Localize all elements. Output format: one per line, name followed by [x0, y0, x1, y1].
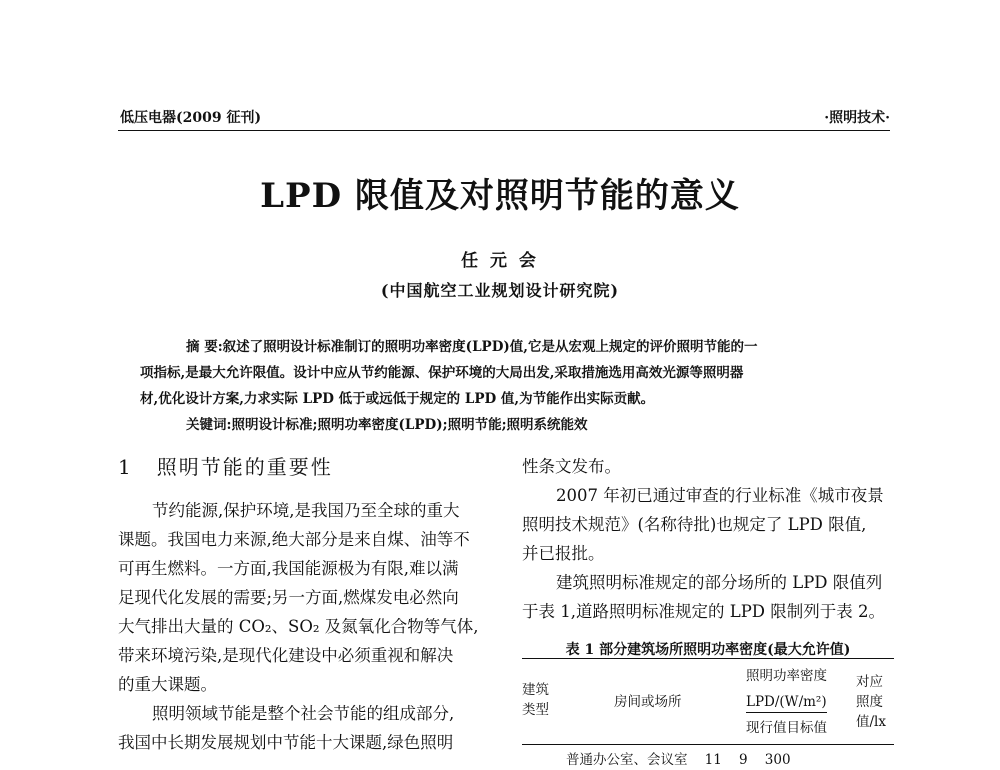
body-paragraphs — [522, 452, 894, 626]
table-header-lpd-unit: LPD/(W/m²) — [746, 692, 827, 713]
text-line: 于表 1,道路照明标准规定的 LPD 限制列于表 2。 — [522, 602, 886, 621]
text-line: 照明技术规范》(名称待批)也规定了 LPD 限值, — [522, 515, 867, 534]
running-header-section: ·照明技术· — [824, 110, 890, 126]
text-line: 的重大课题。 — [118, 675, 217, 694]
section-heading — [118, 452, 490, 482]
text-line: 2007 年初已通过审查的行业标准《城市夜景 — [556, 486, 884, 505]
text-line: 课题。我国电力来源,绝大部分是来自煤、油等不 — [118, 530, 470, 549]
text-line: 可再生燃料。一方面,我国能源极为有限,难以满 — [118, 559, 459, 578]
table-rule-mid — [522, 744, 894, 745]
text-line: 并已报批。 — [522, 544, 605, 563]
article-title: LPD 限值及对照明节能的意义 — [260, 176, 740, 216]
table-header-room: 房间或场所 — [614, 694, 682, 710]
table-header-lpd-title: 照明功率密度 — [746, 668, 827, 684]
section-title: 照明节能的重要性 — [156, 455, 333, 479]
text-line: 足现代化发展的需要;另一方面,燃煤发电必然向 — [118, 588, 459, 607]
abstract-line: 摘 要:叙述了照明设计标准制订的照明功率密度(LPD)值,它是从宏观上规定的评价照明节能的一 — [186, 339, 758, 355]
header-rule — [118, 130, 890, 131]
text-line: 大气排出大量的 CO₂、SO₂ 及氮氧化合物等气体, — [118, 617, 479, 636]
running-header-journal: 低压电器(2009 征刊) — [120, 110, 262, 126]
table-header-building-type: 建筑类型 — [522, 682, 549, 718]
table-header-illuminance: 对应照度值/lx — [856, 674, 886, 730]
text-line: 建筑照明标准规定的部分场所的 LPD 限值列 — [556, 573, 883, 592]
text-line: 节约能源,保护环境,是我国乃至全球的重大 — [152, 501, 460, 520]
lpd-table — [522, 658, 894, 768]
keywords: 关键词:照明设计标准;照明功率密度(LPD);照明节能;照明系统能效 — [186, 417, 588, 433]
right-column — [522, 452, 894, 660]
abstract-line: 项指标,是最大允许限值。设计中应从节约能源、保护环境的大局出发,采取措施选用高效光源等照明器 — [140, 365, 744, 381]
author-affiliation: (中国航空工业规划设计研究院) — [380, 281, 620, 300]
table-header-lpd-sub: 现行值目标值 — [746, 720, 827, 736]
text-line: 带来环境污染,是现代化建设中必须重视和解决 — [118, 646, 454, 665]
abstract — [140, 334, 880, 438]
text-line: 照明领域节能是整个社会节能的组成部分, — [152, 704, 455, 723]
text-line: 我国中长期发展规划中节能十大课题,绿色照明 — [118, 733, 454, 752]
table-row: 普通办公室、会议室 11 9 300 — [566, 752, 791, 768]
body-paragraphs — [118, 496, 490, 757]
abstract-line: 材,优化设计方案,力求实际 LPD 低于或远低于规定的 LPD 值,为节能作出实际贡献。 — [140, 391, 655, 407]
left-column — [118, 452, 490, 757]
table-rule-top — [522, 658, 894, 659]
text-line: 性条文发布。 — [522, 457, 621, 476]
section-number: 1 — [118, 455, 133, 479]
table-caption: 表 1 部分建筑场所照明功率密度(最大允许值) — [565, 642, 851, 658]
author-name: 任 元 会 — [461, 251, 539, 271]
